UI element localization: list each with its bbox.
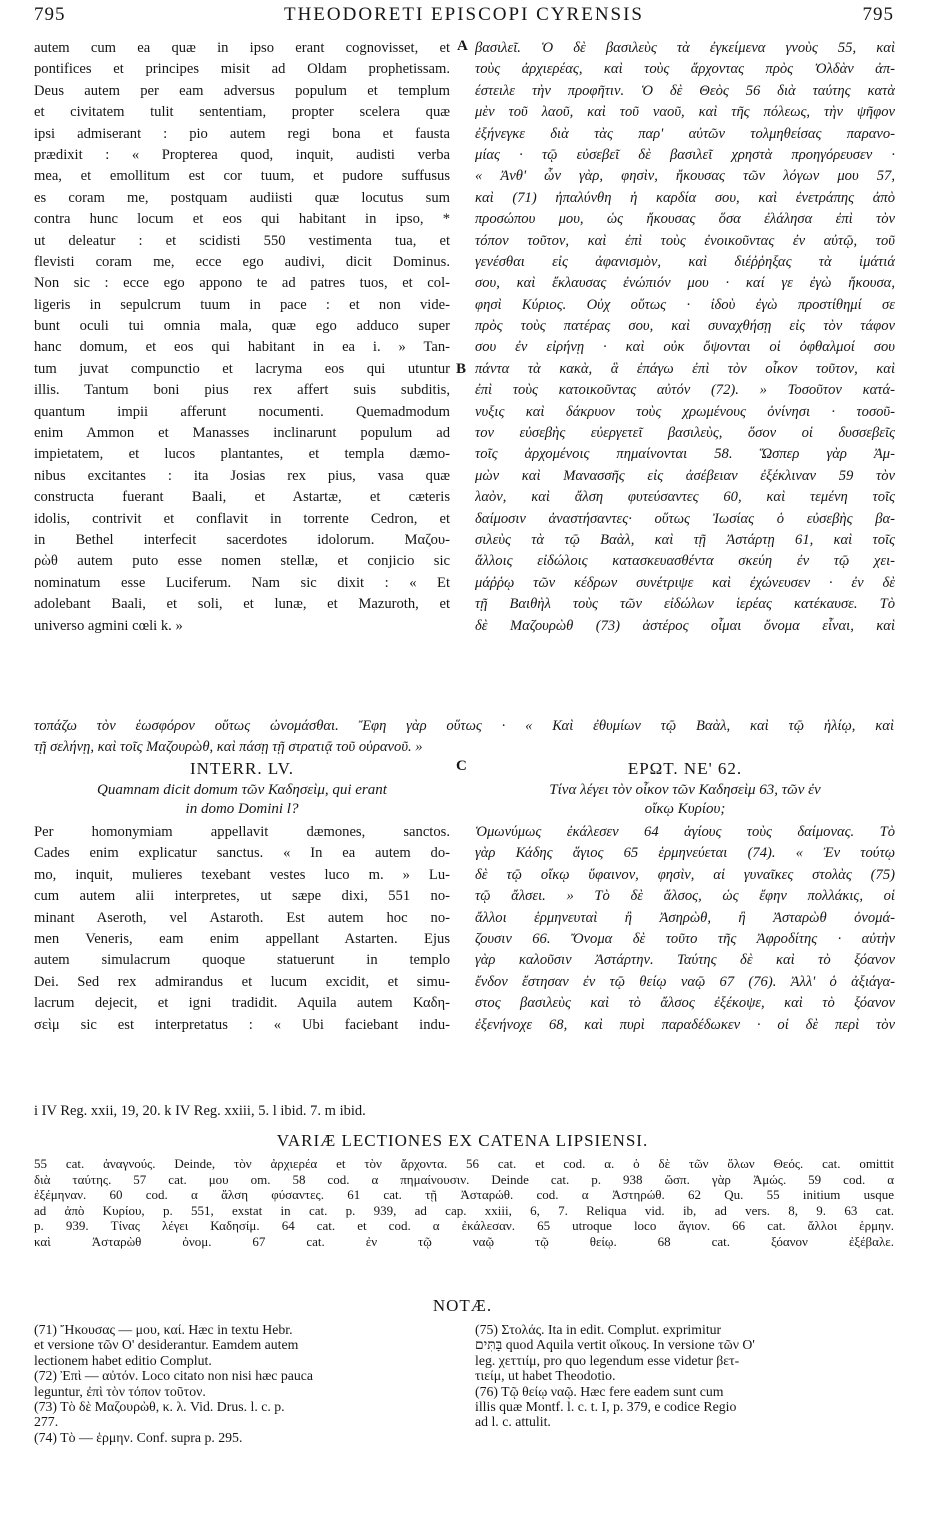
latin-text-line: pontifices et principes misit ad Oldam prophetissam. xyxy=(34,61,450,78)
latin-text-line: quantum impii afferunt nocumenti. Quemadmodum xyxy=(34,403,450,420)
note-line: τιείμ, ut habet Theodotio. xyxy=(475,1368,616,1384)
latin-question xyxy=(34,781,450,819)
greek-answer-line: τῷ ἄλσει. » Τὸ δὲ ἄλσος, ὡς ἔφην πολλάκις, οἱ xyxy=(475,888,895,905)
latin-answer-line: autem simulacrum quoque statuerunt in templo xyxy=(34,952,450,969)
latin-text-line: hanc domum, et eos qui habitant in ea i. » Tan- xyxy=(34,339,450,356)
latin-text-line: impietatem, et lucos plantantes, et templa dæmo- xyxy=(34,446,450,463)
greek-text-line: ἄλλοις εἰδώλοις κατασκευασθέντα σκεύη ἐν τῷ χει- xyxy=(475,553,895,570)
column-marker-b: B xyxy=(456,361,467,377)
greek-text-line: ἐξήνεγκε διὰ τὰς παρ' αὐτῶν τολμηθείσας παρανο- xyxy=(475,125,895,142)
page-number-right: 795 xyxy=(862,4,894,25)
latin-text-line: nominatum esse Luciferum. Nam sic dixit : « Et xyxy=(34,574,450,591)
note-line: (72) Ἐπὶ — αὐτόν. Loco citato non nisi hæc pauca xyxy=(34,1368,314,1384)
greek-text-line: δαίμοσιν ἀναστήσαντες· οὕτως Ἰωσίας ὁ εὐσεβὴς βα- xyxy=(475,510,895,527)
variae-lectiones-heading: VARIÆ LECTIONES EX CATENA LIPSIENSI. xyxy=(276,1131,649,1150)
latin-interrogation-heading: INTERR. LV. xyxy=(189,759,295,778)
greek-text-line: ἐπὶ τοὺς κατοικοῦντας αὐτόν (72). » Τοσοῦτον κατά- xyxy=(475,382,895,399)
note-line: lectionem habet editio Complut. xyxy=(34,1352,212,1368)
latin-answer-line: mo, inquit, mulieres texebant vestes luco m. » Lu- xyxy=(34,866,450,883)
latin-text-line: flevisti coram me, ecce ego audivi, dicit Dominus. xyxy=(34,253,450,270)
column-marker-c: C xyxy=(456,758,467,774)
note-line: (75) Στολάς. Ita in edit. Complut. exprimitur xyxy=(475,1322,722,1337)
greek-fullwidth-continuation xyxy=(34,716,894,759)
latin-answer-text xyxy=(34,822,450,1036)
greek-text-line: καὶ (71) ἠπαλύνθη ἡ καρδία σου, καὶ ἐνετράπης ἀπὸ xyxy=(475,189,895,206)
latin-text-line: idolis, contrivit et conflavit in torrente Cedron, et xyxy=(34,510,450,527)
greek-text-line: πάντα τὰ κακὰ, ἃ ἐπάγω ἐπὶ τὸν οἶκον τοῦτον, καὶ xyxy=(475,360,895,377)
greek-question-line: Τίνα λέγει τὸν οἶκον τῶν Καδησεὶμ 63, τῶν ἐν xyxy=(549,782,821,798)
greek-text-line: πρὸς τοὺς πατέρας σου, καὶ συναχθήσῃ εἰς τὸν τάφον xyxy=(475,318,895,335)
greek-answer-text xyxy=(475,822,895,1036)
greek-answer-line: ἔνδον ἔστησαν ἐν τῷ θείῳ ναῷ 67 (76). Ἀλλ' ὁ ἀξιάγα- xyxy=(475,973,895,990)
latin-text-line: nibus excitantes : ita Josias rex pius, vasa quæ xyxy=(34,467,450,484)
variae-line: ad ἀπὸ Κυρίου, p. 551, exstat in cat. p. 939, ad cap. xxiii, 6, 7. Reliqua vid. ib, ad vers. 8, 9. 63 cat. xyxy=(34,1202,894,1218)
greek-text-line: γενέσθαι εἰς ἀφανισμὸν, καὶ διέῤῥηξας τὰ ἱμάτιά xyxy=(475,253,895,270)
greek-answer-line: ζουσιν 66. Ὄνομα δὲ τοῦτο τῆς Ἀφροδίτης · αὐτὴν xyxy=(475,930,895,947)
latin-question-line: in domo Domini l? xyxy=(185,801,299,817)
latin-answer-line: men Veneris, eam enim appellant Astarten. Ejus xyxy=(34,930,450,947)
latin-text-line: ligeris in sepulcrum tuum in pace : et non vide- xyxy=(34,296,450,313)
greek-text-line: βασιλεῖ. Ὁ δὲ βασιλεὺς τὰ ἐγκείμενα γνοὺς 55, καὶ xyxy=(475,40,895,56)
note-line: 277. xyxy=(34,1414,59,1430)
latin-answer-line: Dei. Sed rex admirandus et lucum excidit, et simu- xyxy=(34,973,450,990)
notae-left-column xyxy=(34,1322,450,1445)
variae-line: καὶ Ἀσταρὼθ ὀνομ. 67 cat. ἐν τῷ ναῷ τῷ θείῳ. 68 cat. ξόανον ἐξέβαλε. xyxy=(34,1233,894,1249)
latin-text-line: prædixit : « Propterea quod, inquit, audisti verba xyxy=(34,146,450,163)
greek-text-line: σιλεὺς τὰ τῷ Βαὰλ, καὶ τῇ Ἀστάρτῃ 61, καὶ τοῖς xyxy=(475,531,895,548)
latin-text-line: in Bethel interfecit sacerdotes idolorum. Μαζου- xyxy=(34,531,450,548)
notae-right-column xyxy=(475,1322,895,1430)
greek-text-line: μὲν τοῦ λαοῦ, καὶ τοῦ ναοῦ, καὶ τῆς πόλεως, τὴν ψῆφον xyxy=(475,104,895,121)
note-line: illis quæ Montf. l. c. t. I, p. 379, e codice Regio xyxy=(475,1398,737,1414)
greek-text-line: σου, καὶ ἔκλαυσας ἐνώπιόν μου · καί γε ἐγὼ ἤκουσα, xyxy=(475,275,895,292)
greek-text-line: μάῤῥῳ τῶν κέδρων συνέτριψε καὶ ἐχώνευσεν · ἐν δὲ xyxy=(475,574,895,591)
latin-text-line: constructa fuerant Baali, et Astartæ, et cæteris xyxy=(34,489,450,506)
greek-fullwidth-line: τῇ σελήνῃ, καὶ τοῖς Μαζουρὼθ, καὶ πάσῃ τῇ στρατιᾷ τοῦ οὐρανοῦ. » xyxy=(34,739,423,756)
greek-fullwidth-line: τοπάζω τὸν ἑωσφόρον οὕτως ὠνομάσθαι. Ἔφη γὰρ οὕτως · « Καὶ ἐθυμίων τῷ Βαὰλ, καὶ τῷ ἡλίῳ, καὶ xyxy=(34,718,894,734)
note-line: leguntur, ἐπὶ τὸν τόπον τοῦτον. xyxy=(34,1383,206,1399)
latin-column-top xyxy=(34,38,450,637)
greek-text-line: μὼν καὶ Μανασσῆς εἰς ἀσέβειαν ἐξέκλιναν 59 τὸν xyxy=(475,467,895,484)
greek-interrogation-heading: ΕΡΩΤ. ΝΕ' 62. xyxy=(627,759,743,778)
latin-text-line: Non sic : ecce ego appono te ad patres tuos, et col- xyxy=(34,275,450,292)
latin-answer-line: minant Aseroth, vel Astaroth. Est autem hoc no- xyxy=(34,909,450,926)
variae-lectiones-text xyxy=(34,1156,894,1250)
note-line: (71) Ἤκουσας — μου, καί. Hæc in textu Hebr. xyxy=(34,1322,293,1337)
latin-question-line: Quamnam dicit domum τῶν Καδησεὶμ, qui erant xyxy=(97,782,387,798)
greek-answer-line: ἐξενήνοχε 68, καὶ πυρὶ παραδέδωκεν · οἱ δὲ περὶ τὸν xyxy=(475,1016,895,1033)
running-header xyxy=(34,4,894,30)
greek-text-line: τοῖς ἀρχομένοις πημαίνονται 58. Ὥσπερ γὰρ Ἀμ- xyxy=(475,446,895,463)
latin-answer-line: lacrum dejecit, et igni tradidit. Aquila autem Καδη- xyxy=(34,995,450,1012)
latin-text-line: Deus autem per eam adversus populum et templum xyxy=(34,82,450,99)
greek-text-line: τόπον τοῦτον, καὶ ἐπὶ τοὺς ἐνοικοῦντας ἐν αὐτῷ, τοῦ xyxy=(475,232,895,249)
greek-answer-line: ἄλλοι ἑρμηνευταὶ ἢ Ἀσηρὼθ, ἢ Ἀσταρὼθ ὀνομά- xyxy=(475,909,895,926)
greek-text-line: δὲ Μαζουρὼθ (73) ἀστέρος οἶμαι ὄνομα εἶναι, καὶ xyxy=(475,617,895,634)
greek-question-line: οἴκῳ Κυρίου; xyxy=(644,801,726,817)
note-line: ad l. c. attulit. xyxy=(475,1414,551,1430)
note-line: בָּתִּים quod Aquila vertit οἴκους. In versione τῶν O' xyxy=(475,1337,755,1353)
note-line: (76) Τῷ θείῳ ναῷ. Hæc fere eadem sunt cum xyxy=(475,1383,724,1399)
greek-answer-line: γὰρ Κάδης ἅγιος 65 ἑρμηνεύεται (74). « Ἐν τούτῳ xyxy=(475,845,895,862)
note-line: leg. χεττιίμ, pro quo legendum esse videtur βετ- xyxy=(475,1352,740,1368)
latin-text-line: adolebant Baali, et soli, et lunæ, et Mazuroth, et xyxy=(34,596,450,613)
greek-text-line: λαὸν, καὶ ἄλση φυτεύσαντες 60, καὶ τεμένη τοῖς xyxy=(475,489,895,506)
latin-text-line: universo agmini cœli k. » xyxy=(34,617,183,634)
variae-line: διὰ ταύτης. 57 cat. μου om. 58 cod. α πημαίνουσιν. Deinde cat. p. 938 ὥσπ. γὰρ Ἀμώς. 59 cod. α xyxy=(34,1171,894,1187)
page-number-left: 795 xyxy=(34,4,66,25)
greek-text-line: προσώπου μου, ὡς ἤκουσας ὅσα ἐλάλησα ἐπὶ τὸν xyxy=(475,211,895,228)
greek-question xyxy=(475,781,895,819)
greek-text-line: νυξις καὶ δάκρυον τοὺς χρωμένους ὀνίνησι · τοσοῦ- xyxy=(475,403,895,420)
running-title: THEODORETI EPISCOPI CYRENSIS xyxy=(283,4,645,25)
greek-answer-line: γὰρ καλοῦσιν Ἀστάρτην. Ταύτης δὲ καὶ τὸ ξόανον xyxy=(475,952,895,969)
latin-answer-line: Cades enim explicatur sanctus. « In ea autem do- xyxy=(34,845,450,862)
greek-answer-line: δὲ τῷ οἴκῳ ὕφαινον, φησὶν, αἱ γυναῖκες στολὰς (75) xyxy=(475,866,895,883)
latin-text-line: es coram me, postquam audiisti quæ locutus sum xyxy=(34,189,450,206)
greek-text-line: τῇ Βαιθὴλ τοὺς τῶν εἰδώλων ἱερέας κατέκαυσε. Τὸ xyxy=(475,596,895,613)
latin-answer-line: σεὶμ sic est interpretatus : « Ubi faciebant indu- xyxy=(34,1016,450,1033)
latin-text-line: autem cum ea quæ in ipso erant cognovisset, et xyxy=(34,40,450,56)
note-line: (73) Τὸ δὲ Μαζουρὼθ, κ. λ. Vid. Drus. l. c. p. xyxy=(34,1398,285,1414)
notae-heading: NOTÆ. xyxy=(432,1296,493,1315)
latin-text-line: enim Ammon et Manasses inclinarunt populum ad xyxy=(34,425,450,442)
greek-text-line: σου ἐν εἰρήνῃ · καὶ οὐκ ὄψονται οἱ ὀφθαλμοί σου xyxy=(475,339,895,356)
variae-line: 55 cat. ἀναγνούς. Deinde, τὸν ἀρχιερέα et τὸν ἄρχοντα. 56 cat. et cod. α. ὁ δὲ τῶν ὅλων Θεός. cat. omittit xyxy=(34,1156,894,1171)
latin-text-line: contra hunc locum et eos qui habitant in ipso, * xyxy=(34,211,450,228)
variae-line: p. 939. Τίνας λέγει Καδησίμ. 64 cat. et cod. α ἐκάλεσαν. 65 utroque loco ἅγιον. 66 cat. ἄλλοι ἑρμην. xyxy=(34,1218,894,1234)
greek-text-line: τοὺς ἀρχιερέας, καὶ τοὺς ἄρχοντας πρὸς Ὀλδὰν ἀπ- xyxy=(475,61,895,78)
note-line: (74) Τὸ — ἑρμην. Conf. supra p. 295. xyxy=(34,1429,243,1445)
column-marker-a: A xyxy=(457,38,468,54)
latin-text-line: tum juvat compunctio et lacryma eos qui utuntur xyxy=(34,360,450,377)
latin-text-line: bunt oculi tui omnia mala, quæ ego adduco super xyxy=(34,318,450,335)
greek-column-top xyxy=(475,38,895,637)
note-line: et versione τῶν O' desiderantur. Eamdem autem xyxy=(34,1337,299,1353)
greek-answer-line: Ὁμωνύμως ἐκάλεσεν 64 ἁγίους τοὺς δαίμονας. Τὸ xyxy=(475,824,895,840)
latin-text-line: ut deleatur : et scidisti 550 vestimenta tua, et xyxy=(34,232,450,249)
latin-answer-line: cum autem alii interpretes, ut sæpe dixi, 551 no- xyxy=(34,888,450,905)
latin-text-line: illis. Tantum boni pius rex affert suis subditis, xyxy=(34,382,450,399)
greek-answer-line: στος βασιλεὺς καὶ τὸ ἄλσος ἐξέκοψε, καὶ τὸ ξόανον xyxy=(475,995,895,1012)
greek-text-line: τον εὐσεβὴς εὐεργετεῖ βασιλεὺς, ὅσον οἱ δυσσεβεῖς xyxy=(475,425,895,442)
variae-line: ἐξέμηναν. 60 cod. α ἄλση φύσαντες. 61 cat. τῇ Ἀσταρώθ. cod. α Ἀστηρώθ. 62 Qu. 55 initium usque xyxy=(34,1187,894,1203)
latin-answer-line: Per homonymiam appellavit dæmones, sanctos. xyxy=(34,824,450,840)
scripture-references: i IV Reg. xxii, 19, 20. k IV Reg. xxiii, 5. l ibid. 7. m ibid. xyxy=(34,1103,366,1119)
greek-text-line: « Ἀνθ' ὧν γὰρ, φησὶν, ἤκουσας τῶν λόγων μου 57, xyxy=(475,168,895,185)
greek-text-line: έστειλε τὴν προφῆτιν. Ὁ δὲ Θεὸς 56 διὰ ταύτης κατὰ xyxy=(475,82,895,99)
greek-text-line: μίας · τῷ εὐσεβεῖ δὲ βασιλεῖ χρηστὰ προηγόρευσεν · xyxy=(475,146,895,163)
latin-text-line: et civitatem tulit sententiam, propter scelera quæ xyxy=(34,104,450,121)
latin-text-line: ρὼθ autem puto esse nomen stellæ, et conjicio sic xyxy=(34,553,450,570)
latin-text-line: mea, et emollitum est cor tuum, et pudore suffusus xyxy=(34,168,450,185)
latin-text-line: ipsi admiserant : pio autem regi bona et fausta xyxy=(34,125,450,142)
greek-text-line: φησὶ Κύριος. Οὐχ οὕτως · ἰδοὺ ἐγὼ προστίθημί σε xyxy=(475,296,895,313)
